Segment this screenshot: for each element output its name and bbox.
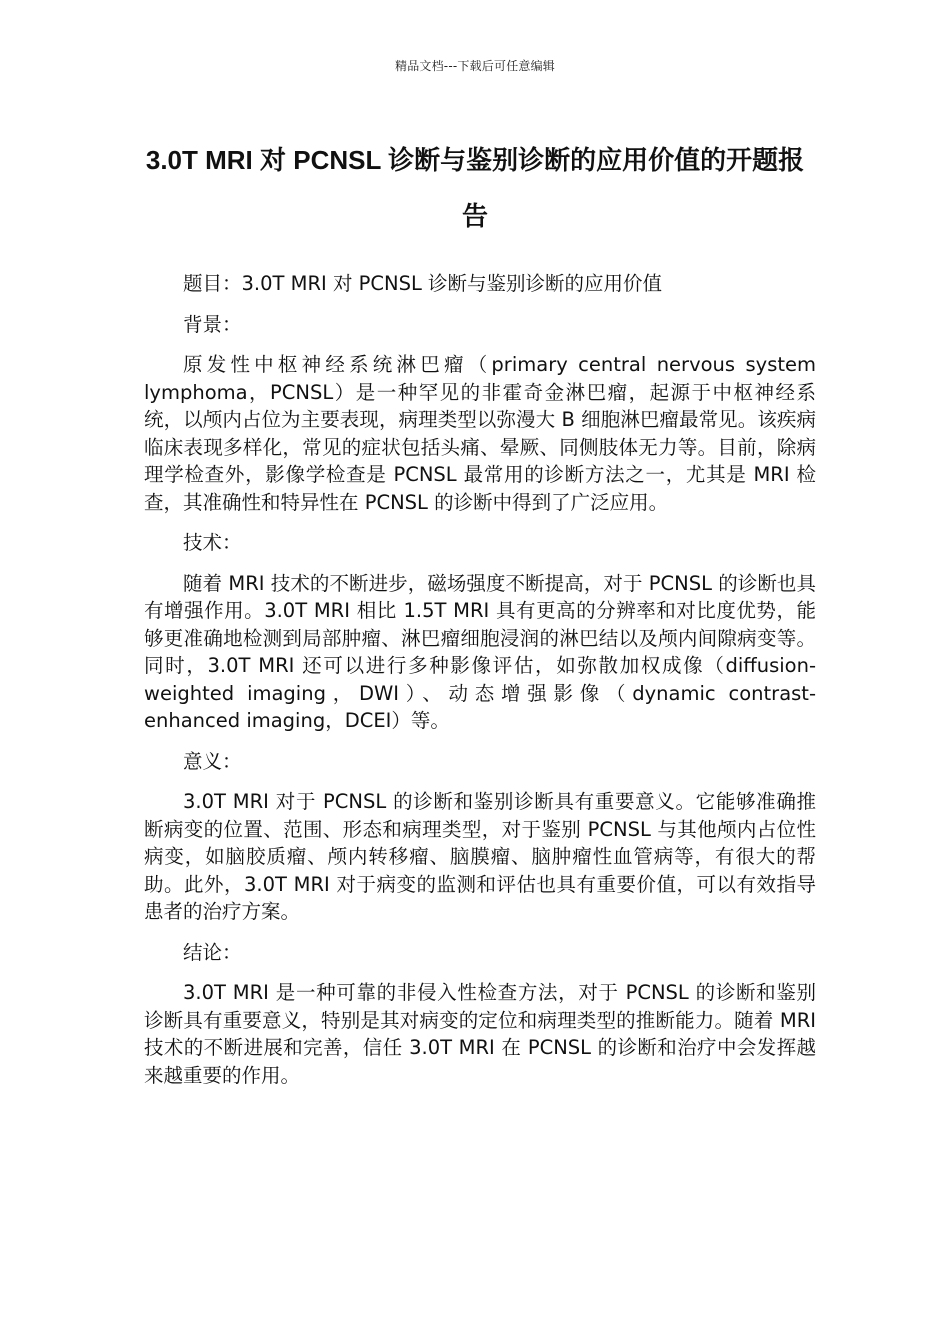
significance-label: 意义： — [183, 749, 242, 773]
header-note: 精品文档---下载后可任意编辑 — [395, 59, 555, 73]
background-paragraph: 原发性中枢神经系统淋巴瘤（primary central nervous system lymphoma，PCNSL）是一种罕见的非霍奇金淋巴瘤，起源于中枢神经系统，以颅内占位为主要表现，病理类型以弥漫大 B 细胞淋巴瘤最常见。该疾病临床表现多样化，常见的症状包括头痛、晕厥、同侧肢体无力等。目前，除病理学检查外，影像学检查是 PCNSL 最常用的诊断方法之一，尤其是 MRI 检查，其准确性和特异性在 PCNSL 的诊断中得到了广泛应用。 — [144, 353, 816, 514]
document-title: 3.0T MRI 对 PCNSL 诊断与鉴别诊断的应用价值的开题报告 — [145, 145, 805, 231]
technology-label: 技术： — [183, 531, 242, 554]
background-label: 背景： — [183, 312, 242, 336]
document-body — [144, 270, 816, 1102]
significance-paragraph: 3.0T MRI 对于 PCNSL 的诊断和鉴别诊断具有重要意义。它能够准确推断病变的位置、范围、形态和病理类型，对于鉴别 PCNSL 与其他颅内占位性病变，如脑胶质瘤、颅内转移瘤、脑膜瘤、脑肿瘤性血管病等，有很大的帮助。此外，3.0T MRI 对于病变的监测和评估也具有重要价值，可以有效指导患者的治疗方案。 — [144, 790, 816, 923]
conclusion-label: 结论： — [183, 940, 242, 964]
technology-paragraph: 随着 MRI 技术的不断进步，磁场强度不断提高，对于 PCNSL 的诊断也具有增强作用。3.0T MRI 相比 1.5T MRI 具有更高的分辨率和对比度优势，能够更准确地检测到局部肿瘤、淋巴瘤细胞浸润的淋巴结以及颅内间隙病变等。同时，3.0T MRI 还可以进行多种影像评估，如弥散加权成像（diffusion-weighted imaging，DWI）、动态增强影像（dynamic contrast-enhanced imaging，DCEI）等。 — [144, 571, 816, 732]
conclusion-paragraph: 3.0T MRI 是一种可靠的非侵入性检查方法，对于 PCNSL 的诊断和鉴别诊断具有重要意义，特别是其对病变的定位和病理类型的推断能力。随着 MRI 技术的不断进展和完善，信任 3.0T MRI 在 PCNSL 的诊断和治疗中会发挥越来越重要的作用。 — [144, 981, 816, 1087]
topic-line: 题目：3.0T MRI 对 PCNSL 诊断与鉴别诊断的应用价值 — [183, 272, 663, 295]
